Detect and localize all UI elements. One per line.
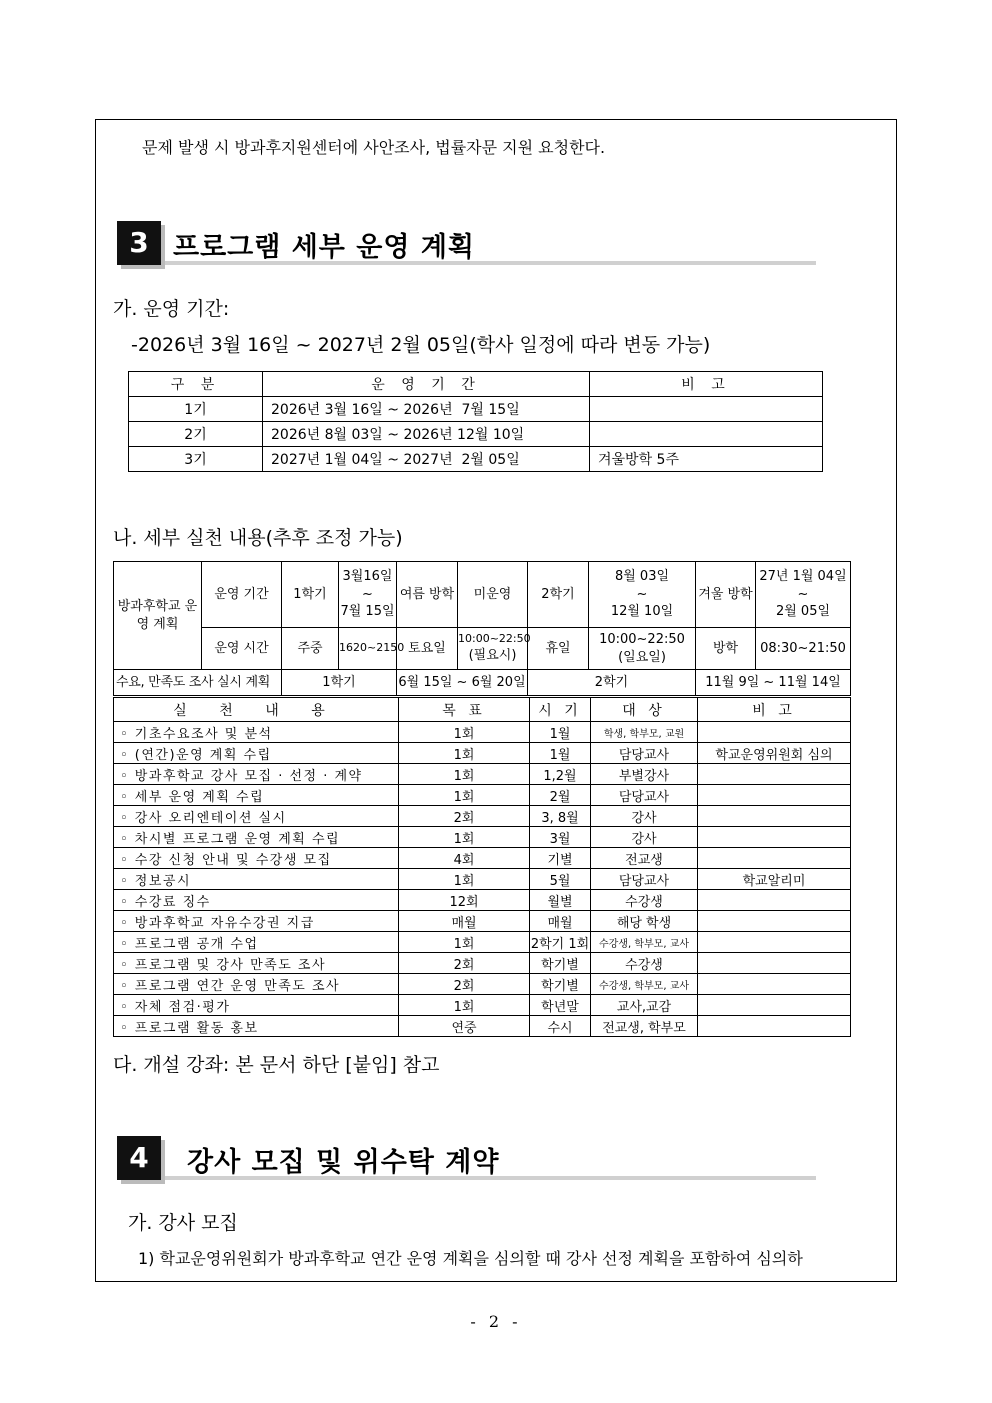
time-cell: 3월: [530, 827, 591, 848]
term-cell: 1기: [129, 397, 263, 422]
operation-period-text: -2026년 3월 16일 ~ 2027년 2월 05일(학사 일정에 따라 변동 가능): [131, 334, 711, 356]
goal-cell: 연중: [399, 1016, 530, 1037]
section-4-heading: [117, 1136, 816, 1180]
table-row: [129, 447, 823, 472]
table-row: [114, 785, 851, 806]
table-row: [129, 397, 823, 422]
sem2-period: 8월 03일 ~ 12월 10일: [589, 562, 696, 628]
note-cell: [698, 932, 851, 953]
header-note: 비 고: [590, 372, 823, 397]
note-cell: [698, 806, 851, 827]
table-row: [114, 869, 851, 890]
time-cell: 월별: [530, 890, 591, 911]
holiday-label: 휴일: [528, 628, 589, 670]
table-header-row: [114, 698, 851, 722]
detail-plan-heading: 나. 세부 실천 내용(추후 조정 가능): [113, 527, 403, 549]
period-cell: 2027년 1월 04일 ~ 2027년 2월 05일: [263, 447, 590, 472]
table-header-row: [129, 372, 823, 397]
vacation-label: 방학: [696, 628, 756, 670]
period-cell: 2026년 8월 03일 ~ 2026년 12월 10일: [263, 422, 590, 447]
note-cell: 학교알리미: [698, 869, 851, 890]
survey-sem1: 1학기: [282, 670, 397, 696]
header-time: 시 기: [530, 698, 591, 722]
target-cell: 담당교사: [591, 743, 698, 764]
time-cell: 수시: [530, 1016, 591, 1037]
header-goal: 목 표: [399, 698, 530, 722]
page-number: - 2 -: [470, 1312, 522, 1331]
note-cell: [698, 974, 851, 995]
note-cell: [698, 785, 851, 806]
plan-time-row: [114, 628, 851, 670]
section-3-heading: [117, 221, 816, 265]
vacation-time: 08:30~21:50: [756, 628, 851, 670]
item-cell: ◦ 수강 신청 안내 및 수강생 모집: [114, 848, 399, 869]
goal-cell: 2회: [399, 806, 530, 827]
summer-label: 여름 방학: [397, 562, 458, 628]
note-cell: [698, 1016, 851, 1037]
sem1-label: 1학기: [282, 562, 339, 628]
item-cell: ◦ 수강료 징수: [114, 890, 399, 911]
item-cell: ◦ 프로그램 활동 홍보: [114, 1016, 399, 1037]
time-cell: 2월: [530, 785, 591, 806]
operation-period-heading: 가. 운영 기간:: [113, 298, 230, 320]
goal-cell: 2회: [399, 974, 530, 995]
table-row: [114, 911, 851, 932]
survey-sem2: 2학기: [528, 670, 696, 696]
goal-cell: 2회: [399, 953, 530, 974]
weekday-time: 1620~2150: [339, 628, 397, 670]
header-note: 비 고: [698, 698, 851, 722]
note-cell: [698, 764, 851, 785]
item-cell: ◦ (연간)운영 계획 수립: [114, 743, 399, 764]
winter-period: 27년 1월 04일 ~ 2월 05일: [756, 562, 851, 628]
goal-cell: 1회: [399, 995, 530, 1016]
survey-sem1-period: 6월 15일 ~ 6월 20일: [397, 670, 528, 696]
goal-cell: 12회: [399, 890, 530, 911]
time-cell: 1월: [530, 743, 591, 764]
item-cell: ◦ 기초수요조사 및 분석: [114, 722, 399, 743]
table-row: [129, 422, 823, 447]
table-row: [114, 848, 851, 869]
goal-cell: 매월: [399, 911, 530, 932]
item-cell: ◦ 차시별 프로그램 운영 계획 수립: [114, 827, 399, 848]
winter-label: 겨울 방학: [696, 562, 756, 628]
courses-heading: 다. 개설 강좌: 본 문서 하단 [붙임] 참고: [113, 1054, 440, 1076]
target-cell: 수강생, 학부모, 교사: [591, 932, 698, 953]
time-cell: 학년말: [530, 995, 591, 1016]
time-cell: 1,2월: [530, 764, 591, 785]
section-title: 프로그램 세부 운영 계획: [173, 232, 476, 263]
target-cell: 수강생: [591, 953, 698, 974]
time-cell: 5월: [530, 869, 591, 890]
note-cell: 겨울방학 5주: [590, 447, 823, 472]
section-title: 강사 모집 및 위수탁 계약: [187, 1147, 500, 1178]
header-period: 운 영 기 간: [263, 372, 590, 397]
action-plan-table: [113, 697, 851, 1037]
holiday-time: 10:00~22:50 (일요일): [589, 628, 696, 670]
target-cell: 부별강사: [591, 764, 698, 785]
sem2-label: 2학기: [528, 562, 589, 628]
table-row: [114, 1016, 851, 1037]
target-cell: 담당교사: [591, 869, 698, 890]
target-cell: 학생, 학부모, 교원: [591, 722, 698, 743]
survey-sem2-period: 11월 9일 ~ 11월 14일: [696, 670, 851, 696]
goal-cell: 1회: [399, 785, 530, 806]
target-cell: 수강생, 학부모, 교사: [591, 974, 698, 995]
goal-cell: 1회: [399, 932, 530, 953]
note-cell: [698, 827, 851, 848]
sem1-period: 3월16일 ~ 7월 15일: [339, 562, 397, 628]
time-cell: 2학기 1회: [530, 932, 591, 953]
off-label: 미운영: [458, 562, 528, 628]
table-row: [114, 974, 851, 995]
target-cell: 강사: [591, 827, 698, 848]
target-cell: 해당 학생: [591, 911, 698, 932]
period-cell: 2026년 3월 16일 ~ 2026년 7월 15일: [263, 397, 590, 422]
header-item: 실 천 내 용: [114, 698, 399, 722]
table-row: [114, 827, 851, 848]
table-row: [114, 890, 851, 911]
table-row: [114, 953, 851, 974]
table-row: [114, 743, 851, 764]
time-cell: 3, 8월: [530, 806, 591, 827]
period-table: [128, 371, 823, 472]
note-cell: [698, 953, 851, 974]
item-cell: ◦ 프로그램 및 강사 만족도 조사: [114, 953, 399, 974]
saturday-time: 10:00~22:50 (필요시): [458, 628, 528, 670]
plan-period-row: [114, 562, 851, 628]
note-cell: [698, 848, 851, 869]
time-cell: 학기별: [530, 974, 591, 995]
plan-label: 방과후학교 운영 계획: [114, 562, 202, 670]
note-cell: [590, 422, 823, 447]
section-number: 3: [117, 221, 161, 265]
table-row: [114, 995, 851, 1016]
weekday-label: 주중: [282, 628, 339, 670]
survey-label: 수요, 만족도 조사 실시 계획: [114, 670, 282, 696]
time-label: 운영 시간: [202, 628, 282, 670]
term-cell: 2기: [129, 422, 263, 447]
goal-cell: 1회: [399, 827, 530, 848]
table-row: [114, 806, 851, 827]
time-cell: 1월: [530, 722, 591, 743]
note-cell: 학교운영위원회 심의: [698, 743, 851, 764]
table-row: [114, 764, 851, 785]
table-row: [114, 722, 851, 743]
goal-cell: 1회: [399, 869, 530, 890]
note-cell: [698, 995, 851, 1016]
note-cell: [698, 911, 851, 932]
recruit-text: 1) 학교운영위원회가 방과후학교 연간 운영 계획을 심의할 때 강사 선정 계획을 포함하여 심의하: [138, 1249, 803, 1268]
time-cell: 매월: [530, 911, 591, 932]
header-term: 구 분: [129, 372, 263, 397]
target-cell: 전교생, 학부모: [591, 1016, 698, 1037]
period-label: 운영 기간: [202, 562, 282, 628]
operation-plan-table: [113, 561, 851, 696]
time-cell: 기별: [530, 848, 591, 869]
note-cell: [698, 890, 851, 911]
item-cell: ◦ 강사 오리엔테이션 실시: [114, 806, 399, 827]
target-cell: 전교생: [591, 848, 698, 869]
survey-row: [114, 670, 851, 696]
item-cell: ◦ 방과후학교 자유수강권 지급: [114, 911, 399, 932]
item-cell: ◦ 정보공시: [114, 869, 399, 890]
target-cell: 담당교사: [591, 785, 698, 806]
target-cell: 수강생: [591, 890, 698, 911]
note-cell: [698, 722, 851, 743]
goal-cell: 1회: [399, 722, 530, 743]
item-cell: ◦ 자체 점검·평가: [114, 995, 399, 1016]
goal-cell: 1회: [399, 743, 530, 764]
header-target: 대 상: [591, 698, 698, 722]
saturday-label: 토요일: [397, 628, 458, 670]
table-row: [114, 932, 851, 953]
section-number: 4: [117, 1136, 161, 1180]
goal-cell: 1회: [399, 764, 530, 785]
item-cell: ◦ 프로그램 연간 운영 만족도 조사: [114, 974, 399, 995]
term-cell: 3기: [129, 447, 263, 472]
item-cell: ◦ 프로그램 공개 수업: [114, 932, 399, 953]
item-cell: ◦ 방과후학교 강사 모집 · 선정 · 계약: [114, 764, 399, 785]
target-cell: 교사,교감: [591, 995, 698, 1016]
note-cell: [590, 397, 823, 422]
intro-text: 문제 발생 시 방과후지원센터에 사안조사, 법률자문 지원 요청한다.: [142, 138, 606, 157]
item-cell: ◦ 세부 운영 계획 수립: [114, 785, 399, 806]
target-cell: 강사: [591, 806, 698, 827]
time-cell: 학기별: [530, 953, 591, 974]
recruit-heading: 가. 강사 모집: [128, 1212, 238, 1234]
goal-cell: 4회: [399, 848, 530, 869]
